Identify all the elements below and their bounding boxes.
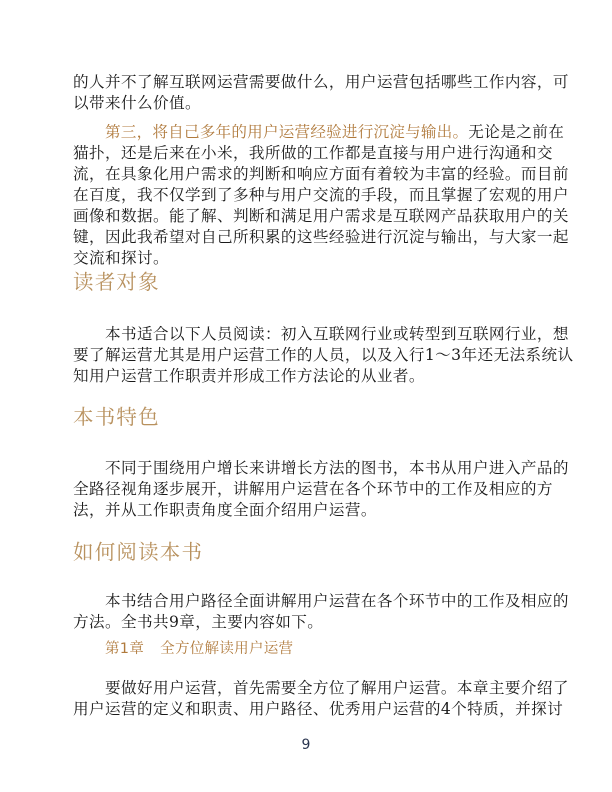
paragraph-line: 流，在具象化用户需求的判断和响应方面有着较为丰富的经验。而目前 bbox=[73, 165, 569, 183]
paragraph-line: 方法。全书共9章，主要内容如下。 bbox=[73, 613, 324, 631]
paragraph-line: 以带来什么价值。 bbox=[73, 94, 201, 112]
section-heading-audience: 读者对象 bbox=[73, 270, 160, 294]
paragraph-line: 法，并从工作职责角度全面介绍用户运营。 bbox=[73, 501, 377, 519]
paragraph-line bbox=[105, 123, 565, 141]
paragraph-line: 交流和探讨。 bbox=[73, 249, 169, 267]
paragraph-line: 猫扑，还是后来在小米，我所做的工作都是直接与用户进行沟通和交 bbox=[73, 144, 553, 162]
paragraph-line: 不同于围绕用户增长来讲增长方法的图书，本书从用户进入产品的 bbox=[105, 459, 569, 477]
emphasis-lead: 第三，将自己多年的用户运营经验进行沉淀与输出。 bbox=[105, 123, 469, 141]
chapter-number: 第1章 bbox=[105, 641, 145, 657]
paragraph-line: 的人并不了解互联网运营需要做什么，用户运营包括哪些工作内容，可 bbox=[73, 73, 569, 91]
section-heading-features: 本书特色 bbox=[73, 405, 160, 429]
paragraph-line: 本书结合用户路径全面讲解用户运营在各个环节中的工作及相应的 bbox=[105, 592, 569, 610]
paragraph-line: 本书适合以下人员阅读：初入互联网行业或转型到互联网行业，想 bbox=[105, 325, 569, 343]
paragraph-line: 在百度，我不仅学到了多种与用户交流的手段，而且掌握了宏观的用户 bbox=[73, 186, 569, 204]
paragraph-line: 画像和数据。能了解、判断和满足用户需求是互联网产品获取用户的关 bbox=[73, 207, 569, 225]
paragraph-line: 要了解运营尤其是用户运营工作的人员，以及入行1～3年还无法系统认 bbox=[73, 346, 574, 364]
lead-line-rest: 无论是之前在 bbox=[468, 123, 565, 141]
paragraph-line: 全路径视角逐步展开，讲解用户运营在各个环节中的工作及相应的方 bbox=[73, 480, 553, 498]
paragraph-line: 知用户运营工作职责并形成工作方法论的从业者。 bbox=[73, 367, 425, 385]
chapter-heading bbox=[105, 640, 293, 658]
section-heading-how-to-read: 如何阅读本书 bbox=[73, 540, 204, 564]
paragraph-line: 用户运营的定义和职责、用户路径、优秀用户运营的4个特质，并探讨 bbox=[73, 700, 564, 718]
paragraph-line: 键，因此我希望对自己所积累的这些经验进行沉淀与输出，与大家一起 bbox=[73, 228, 569, 246]
page-number: 9 bbox=[301, 737, 311, 753]
chapter-title: 全方位解读用户运营 bbox=[160, 641, 294, 657]
paragraph-line: 要做好用户运营，首先需要全方位了解用户运营。本章主要介绍了 bbox=[105, 679, 569, 697]
